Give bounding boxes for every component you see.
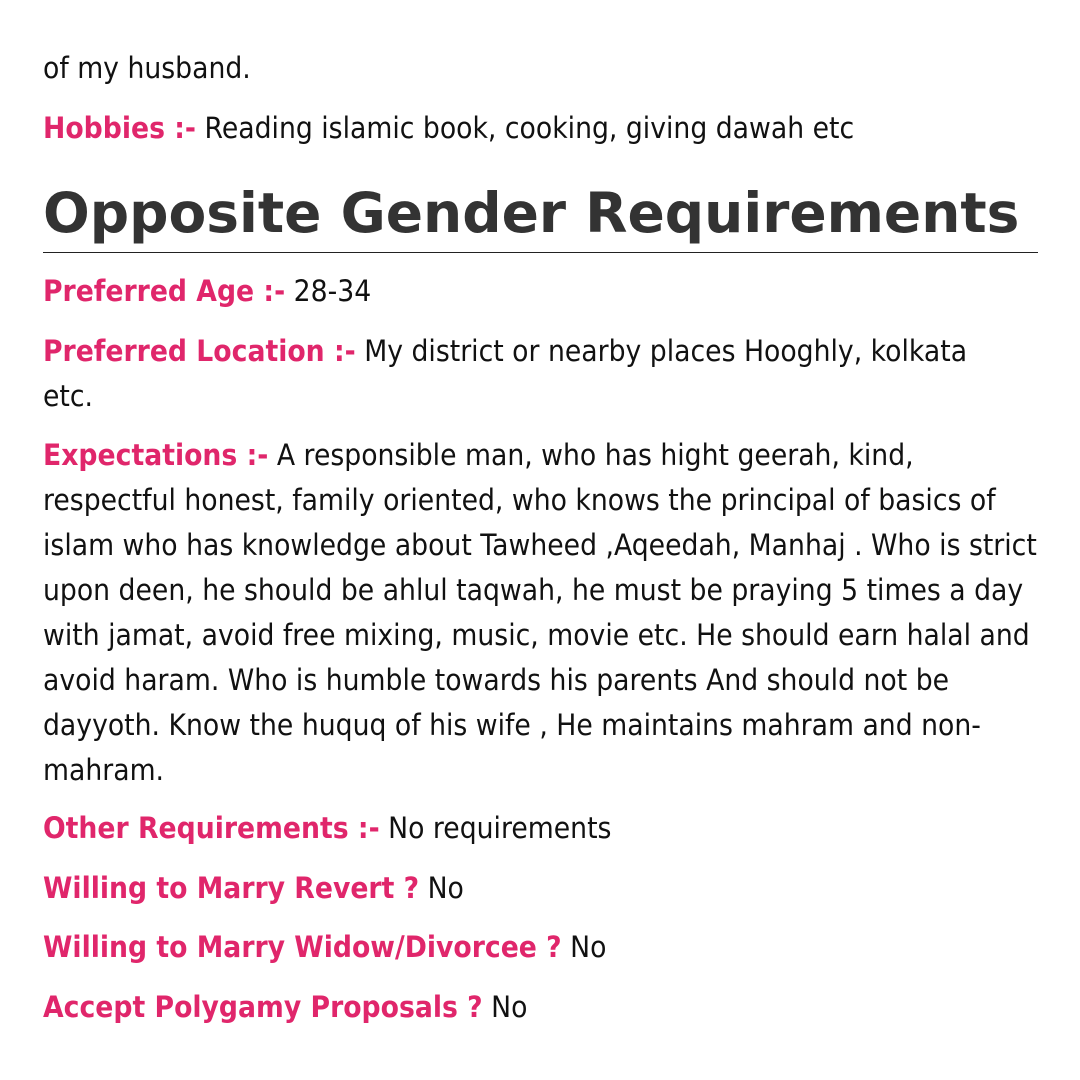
expectations-label: Expectations :-	[43, 438, 269, 472]
hobbies-label: Hobbies :-	[43, 111, 197, 145]
widow-divorcee-label: Willing to Marry Widow/Divorcee ?	[43, 930, 562, 964]
section-title: Opposite Gender Requirements	[43, 181, 1020, 245]
preferred-location-value: My district or nearby places Hooghly, kolkata etc.	[43, 334, 968, 413]
revert-label: Willing to Marry Revert ?	[43, 871, 420, 905]
other-requirements-label: Other Requirements :-	[43, 811, 380, 845]
expectations-row	[43, 433, 1038, 793]
intro-text: of my husband.	[43, 51, 251, 85]
preferred-location-label: Preferred Location :-	[43, 334, 356, 368]
other-requirements-value: No requirements	[379, 811, 612, 845]
widow-divorcee-value: No	[561, 930, 607, 964]
intro-continuation	[43, 46, 1038, 91]
preferred-age-row	[43, 269, 1038, 314]
preferred-location-row	[43, 329, 1000, 419]
polygamy-value: No	[482, 990, 528, 1024]
other-requirements-row	[43, 806, 1038, 851]
polygamy-label: Accept Polygamy Proposals ?	[43, 990, 483, 1024]
hobbies-value: Reading islamic book, cooking, giving dawah etc	[196, 111, 855, 145]
widow-divorcee-row	[43, 925, 1038, 970]
polygamy-row	[43, 985, 1038, 1030]
revert-value: No	[419, 871, 464, 905]
hobbies-row	[43, 106, 1038, 151]
preferred-age-value: 28-34	[285, 274, 372, 308]
section-divider	[43, 252, 1038, 253]
expectations-value: A responsible man, who has hight geerah, kind, respectful honest, family oriented, who knows the principal of basics of islam who has knowledge about Tawheed ,Aqeedah, Manhaj . Who is strict upon deen, he should be ahlul taqwah, he must be praying 5 times a day with jamat, avoid free mixing, music, movie etc. He should earn halal and avoid haram. Who is humble towards his parents And should not be dayyoth. Know the huquq of his wife , He maintains mahram and non-mahram.	[43, 438, 1037, 787]
revert-row	[43, 866, 1038, 911]
preferred-age-label: Preferred Age :-	[43, 274, 286, 308]
